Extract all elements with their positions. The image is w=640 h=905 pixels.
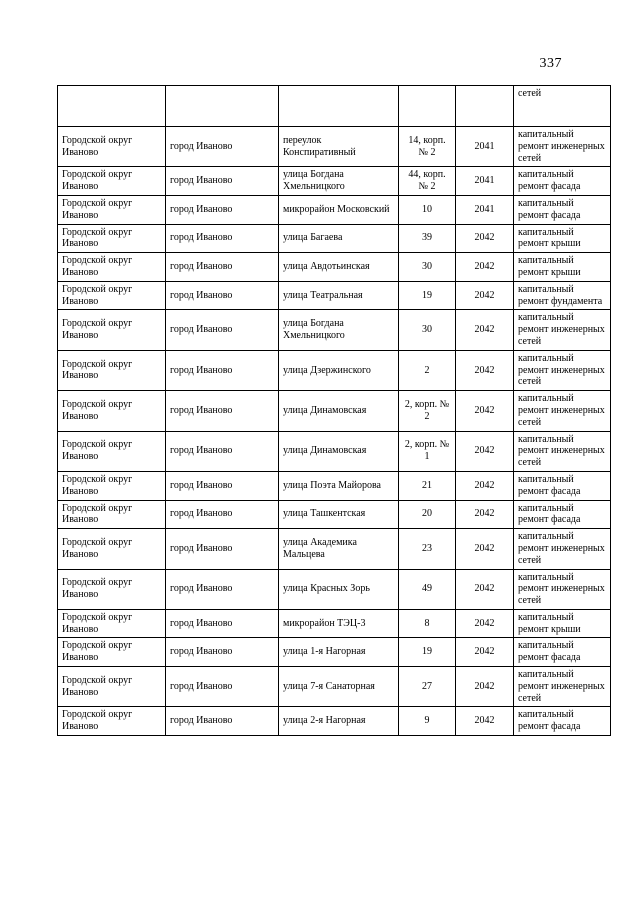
cell-work: капитальный ремонт инженерных сетей	[514, 350, 611, 390]
cell-work: капитальный ремонт фасада	[514, 707, 611, 736]
cell-work: капитальный ремонт инженерных сетей	[514, 569, 611, 609]
cell-district: Городской округ Иваново	[58, 224, 166, 253]
cell-year: 2042	[456, 500, 514, 529]
table-row	[58, 471, 611, 500]
cell-year: 2042	[456, 310, 514, 350]
cell-house	[399, 86, 456, 127]
cell-city: город Иваново	[166, 281, 279, 310]
cell-street: улица Динамовская	[279, 431, 399, 471]
table-row	[58, 310, 611, 350]
cell-year: 2042	[456, 350, 514, 390]
cell-year	[456, 86, 514, 127]
cell-year: 2042	[456, 569, 514, 609]
cell-city	[166, 86, 279, 127]
cell-district: Городской округ Иваново	[58, 350, 166, 390]
table-row	[58, 350, 611, 390]
cell-street: улица Академика Мальцева	[279, 529, 399, 569]
cell-city: город Иваново	[166, 707, 279, 736]
cell-street	[279, 86, 399, 127]
table-row	[58, 224, 611, 253]
cell-district: Городской округ Иваново	[58, 431, 166, 471]
cell-house: 19	[399, 638, 456, 667]
cell-house: 39	[399, 224, 456, 253]
cell-city: город Иваново	[166, 391, 279, 431]
cell-street: улица Поэта Майорова	[279, 471, 399, 500]
cell-city: город Иваново	[166, 167, 279, 196]
cell-house: 20	[399, 500, 456, 529]
cell-year: 2042	[456, 471, 514, 500]
cell-city: город Иваново	[166, 529, 279, 569]
cell-work: капитальный ремонт крыши	[514, 224, 611, 253]
cell-district: Городской округ Иваново	[58, 529, 166, 569]
table-row	[58, 391, 611, 431]
cell-work: капитальный ремонт фундамента	[514, 281, 611, 310]
cell-street: улица Ташкентская	[279, 500, 399, 529]
cell-street: улица Дзержинского	[279, 350, 399, 390]
cell-house: 44, корп. № 2	[399, 167, 456, 196]
cell-year: 2042	[456, 667, 514, 707]
cell-street: улица 7-я Санаторная	[279, 667, 399, 707]
table-row	[58, 253, 611, 282]
cell-city: город Иваново	[166, 127, 279, 167]
cell-work: капитальный ремонт крыши	[514, 609, 611, 638]
cell-street: улица Багаева	[279, 224, 399, 253]
cell-house: 19	[399, 281, 456, 310]
cell-house: 30	[399, 253, 456, 282]
table-body	[58, 86, 611, 736]
cell-street: улица Театральная	[279, 281, 399, 310]
cell-year: 2042	[456, 638, 514, 667]
cell-city: город Иваново	[166, 310, 279, 350]
cell-year: 2041	[456, 127, 514, 167]
table-row	[58, 707, 611, 736]
cell-work: капитальный ремонт инженерных сетей	[514, 667, 611, 707]
cell-district: Городской округ Иваново	[58, 609, 166, 638]
cell-year: 2042	[456, 431, 514, 471]
repair-schedule-table	[57, 85, 611, 736]
table-row	[58, 667, 611, 707]
cell-work: капитальный ремонт инженерных сетей	[514, 431, 611, 471]
cell-work: капитальный ремонт фасада	[514, 638, 611, 667]
cell-year: 2042	[456, 281, 514, 310]
cell-work: капитальный ремонт фасада	[514, 195, 611, 224]
cell-house: 2, корп. № 2	[399, 391, 456, 431]
cell-work: капитальный ремонт инженерных сетей	[514, 310, 611, 350]
cell-district: Городской округ Иваново	[58, 391, 166, 431]
cell-district: Городской округ Иваново	[58, 127, 166, 167]
cell-house: 14, корп. № 2	[399, 127, 456, 167]
cell-house: 2	[399, 350, 456, 390]
cell-house: 23	[399, 529, 456, 569]
cell-house: 27	[399, 667, 456, 707]
cell-district: Городской округ Иваново	[58, 500, 166, 529]
cell-district: Городской округ Иваново	[58, 638, 166, 667]
cell-work: капитальный ремонт фасада	[514, 167, 611, 196]
table-row	[58, 167, 611, 196]
cell-work: капитальный ремонт крыши	[514, 253, 611, 282]
cell-street: улица Богдана Хмельницкого	[279, 167, 399, 196]
cell-house: 8	[399, 609, 456, 638]
cell-street: улица Авдотьинская	[279, 253, 399, 282]
cell-city: город Иваново	[166, 350, 279, 390]
cell-street: улица Богдана Хмельницкого	[279, 310, 399, 350]
cell-district: Городской округ Иваново	[58, 281, 166, 310]
cell-work: капитальный ремонт фасада	[514, 471, 611, 500]
cell-street: микрорайон Московский	[279, 195, 399, 224]
cell-district: Городской округ Иваново	[58, 253, 166, 282]
cell-year: 2042	[456, 391, 514, 431]
cell-district: Городской округ Иваново	[58, 569, 166, 609]
cell-city: город Иваново	[166, 471, 279, 500]
cell-house: 9	[399, 707, 456, 736]
table-row	[58, 500, 611, 529]
cell-work: капитальный ремонт инженерных сетей	[514, 127, 611, 167]
table-row	[58, 609, 611, 638]
cell-work: капитальный ремонт инженерных сетей	[514, 391, 611, 431]
cell-city: город Иваново	[166, 224, 279, 253]
table-row	[58, 529, 611, 569]
cell-city: город Иваново	[166, 431, 279, 471]
cell-street: улица 2-я Нагорная	[279, 707, 399, 736]
table-row	[58, 638, 611, 667]
page-number: 337	[539, 56, 562, 71]
cell-year: 2042	[456, 529, 514, 569]
cell-house: 2, корп. № 1	[399, 431, 456, 471]
cell-house: 10	[399, 195, 456, 224]
cell-street: переулок Конспиративный	[279, 127, 399, 167]
cell-year: 2042	[456, 707, 514, 736]
cell-street: улица Красных Зорь	[279, 569, 399, 609]
cell-city: город Иваново	[166, 609, 279, 638]
cell-district: Городской округ Иваново	[58, 667, 166, 707]
table-row	[58, 195, 611, 224]
cell-house: 30	[399, 310, 456, 350]
cell-work: капитальный ремонт фасада	[514, 500, 611, 529]
cell-work: сетей	[514, 86, 611, 127]
cell-district: Городской округ Иваново	[58, 167, 166, 196]
cell-district: Городской округ Иваново	[58, 707, 166, 736]
table-row	[58, 431, 611, 471]
table-row	[58, 281, 611, 310]
cell-district: Городской округ Иваново	[58, 195, 166, 224]
cell-city: город Иваново	[166, 500, 279, 529]
cell-year: 2042	[456, 224, 514, 253]
cell-city: город Иваново	[166, 638, 279, 667]
cell-district	[58, 86, 166, 127]
cell-year: 2041	[456, 167, 514, 196]
cell-street: улица 1-я Нагорная	[279, 638, 399, 667]
cell-city: город Иваново	[166, 253, 279, 282]
cell-year: 2042	[456, 253, 514, 282]
cell-district: Городской округ Иваново	[58, 471, 166, 500]
cell-year: 2042	[456, 609, 514, 638]
table-row	[58, 569, 611, 609]
cell-year: 2041	[456, 195, 514, 224]
cell-house: 21	[399, 471, 456, 500]
table-row	[58, 86, 611, 127]
cell-city: город Иваново	[166, 667, 279, 707]
cell-district: Городской округ Иваново	[58, 310, 166, 350]
cell-street: микрорайон ТЭЦ-3	[279, 609, 399, 638]
cell-city: город Иваново	[166, 195, 279, 224]
cell-city: город Иваново	[166, 569, 279, 609]
cell-house: 49	[399, 569, 456, 609]
cell-work: капитальный ремонт инженерных сетей	[514, 529, 611, 569]
table-row	[58, 127, 611, 167]
cell-street: улица Динамовская	[279, 391, 399, 431]
